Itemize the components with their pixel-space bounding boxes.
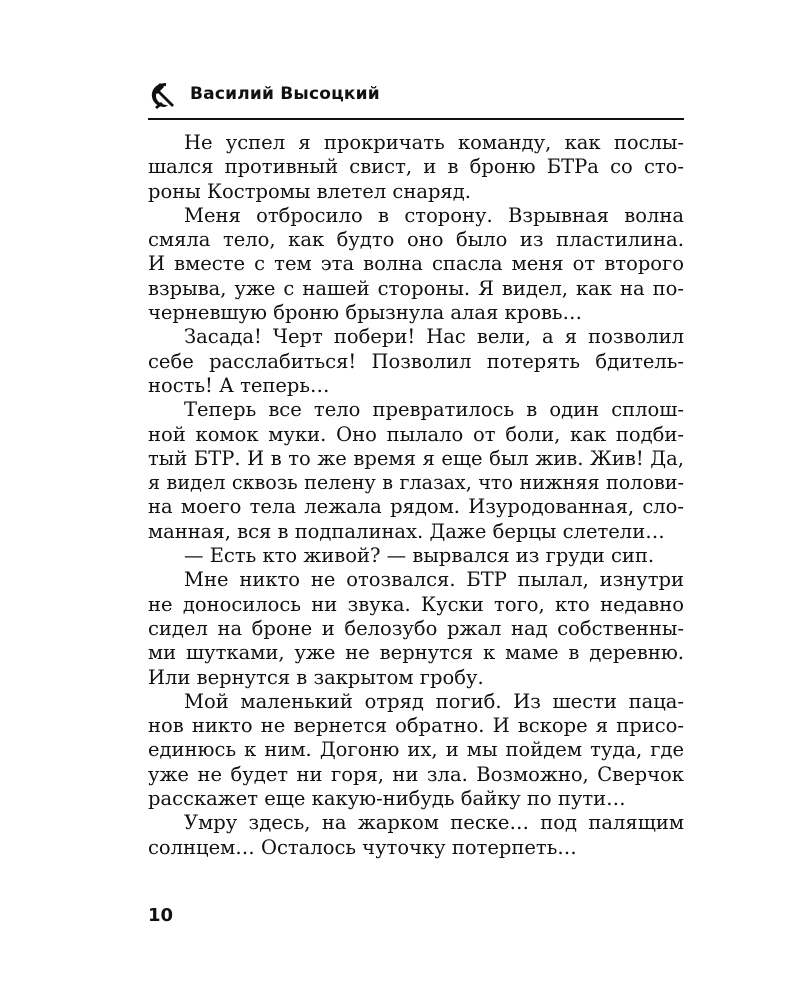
text-line: нов никто не вернется обратно. И вскоре я присо- [148, 714, 684, 738]
text-line: Меня отбросило в сторону. Взрывная волна [184, 203, 684, 227]
text-line: ность! А теперь… [148, 373, 330, 397]
text-line: себе расслабиться! Позволил потерять бдитель- [148, 349, 684, 373]
text-line: Теперь все тело превратилось в один сплош- [184, 398, 684, 422]
author-name: Василий Высоцкий [190, 84, 380, 104]
text-line: Не успел я прокричать команду, как послы- [184, 131, 684, 154]
text-line: шался противный свист, и в броню БТРа со сто- [148, 155, 684, 179]
text-line: взрыва, уже с нашей стороны. Я видел, как на по- [148, 276, 684, 300]
page-number: 10 [148, 905, 174, 926]
text-line: ной комок муки. Оно пылало от боли, как подби- [148, 422, 684, 446]
hammer-and-sickle-icon [148, 80, 182, 110]
body-text [148, 131, 684, 860]
text-line: черневшую броню брызнула алая кровь… [148, 301, 583, 325]
text-line: я видел сквозь пелену в глазах, что нижняя полови- [148, 471, 684, 495]
text-line: Мне никто не отозвался. БТР пылал, изнутри [184, 568, 684, 592]
text-line: И вместе с тем эта волна спасла меня от второго [148, 252, 684, 276]
text-line: тый БТР. И в то же время я еще был жив. Жив! Да, [148, 446, 684, 470]
text-line: Засада! Черт побери! Нас вели, а я позволил [184, 325, 684, 349]
text-line: единюсь к ним. Догоню их, и мы пойдем туда, где [148, 738, 684, 762]
text-line: роны Костромы влетел снаряд. [148, 179, 471, 203]
text-line: манная, вся в подпалинах. Даже берцы слетели… [148, 519, 665, 543]
text-line: не доносилось ни звука. Куски того, кто недавно [148, 592, 684, 616]
text-line: на моего тела лежала рядом. Изуродованная, сло- [148, 495, 684, 519]
text-line: ми шутками, уже не вернутся к маме в деревню. [148, 641, 684, 665]
text-line: — Есть кто живой? — вырвался из груди сип. [184, 544, 655, 568]
text-line: Или вернутся в закрытом гробу. [148, 665, 484, 689]
text-line: смяла тело, как будто оно было из пластилина. [148, 228, 684, 252]
text-line: уже не будет ни горя, ни зла. Возможно, Сверчок [148, 762, 684, 786]
text-line: солнцем… Осталось чуточку потерпеть… [148, 835, 577, 859]
text-line: расскажет еще какую-нибудь байку по пути… [148, 787, 626, 811]
text-line: Умру здесь, на жарком песке… под палящим [184, 811, 684, 835]
text-line: Мой маленький отряд погиб. Из шести паца- [184, 689, 684, 713]
header-rule [148, 118, 684, 120]
text-line: сидел на броне и белозубо ржал над собственны- [148, 616, 684, 640]
running-header [148, 78, 684, 118]
